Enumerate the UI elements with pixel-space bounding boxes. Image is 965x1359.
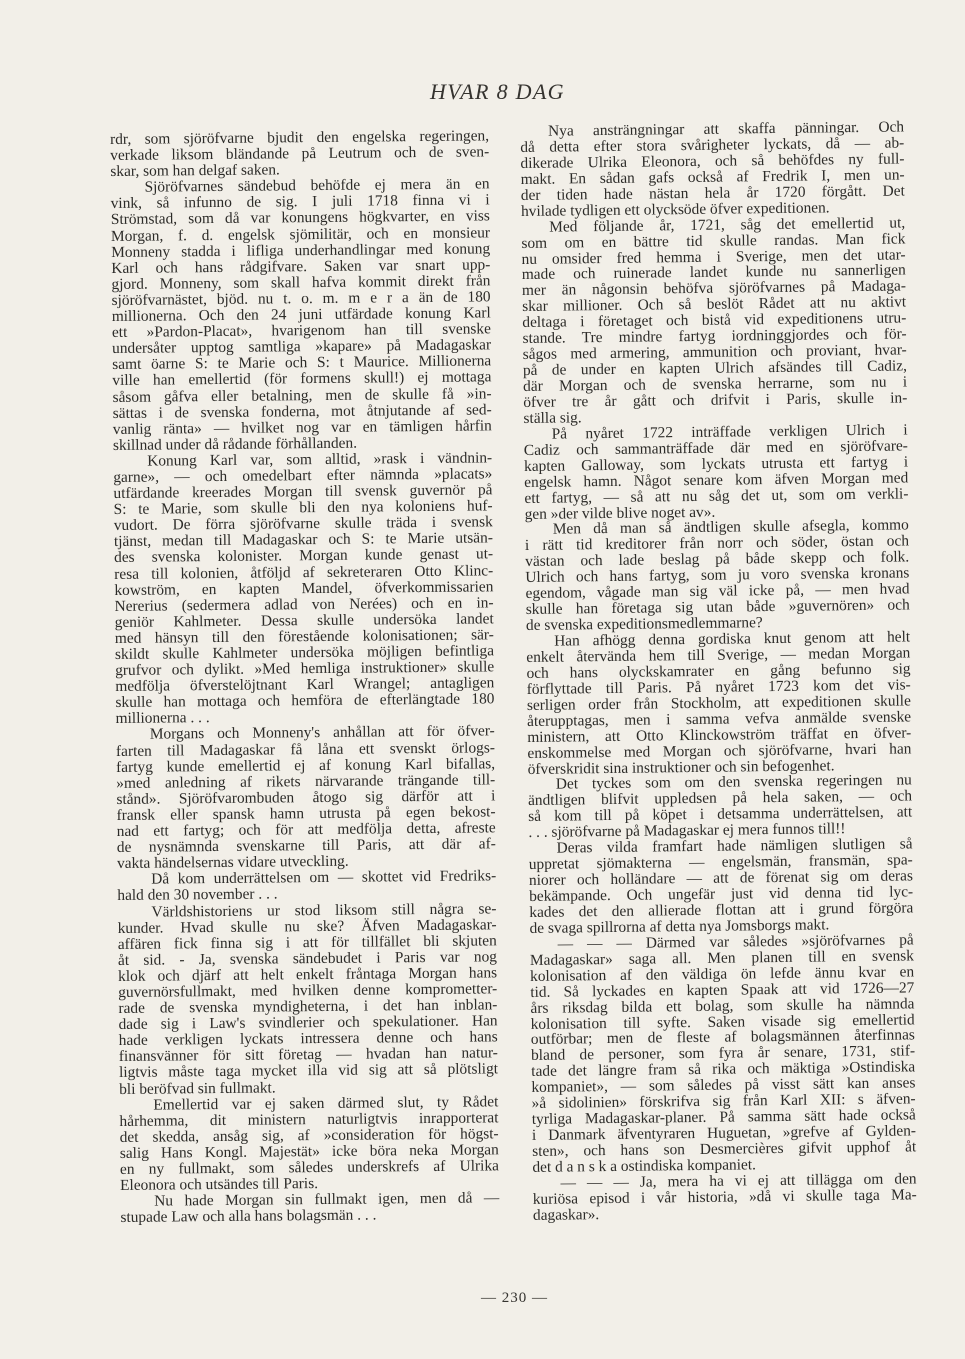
- line-text: enskommelse med Morgan och sjöröfvarne, hvari han: [527, 739, 912, 762]
- line-text: ligtvis måste taga mycket illa vid sig att så plötsligt: [118, 1060, 499, 1082]
- paragraph: [526, 629, 912, 777]
- line-text: de svenska expeditionsmedlemmarne?: [525, 614, 763, 635]
- line-text: grufvor och dylikt. »Med hemliga instruktioner» skulle: [115, 658, 495, 680]
- line-text: bekämpande. Och ungefär just vid denna tid lyc-: [529, 883, 914, 905]
- line-text: salig Hans Kongl. Majestät» icke böra neka Morgan: [119, 1141, 499, 1162]
- line-text: Cadiz och sammanträffade där med en sjöröfvare-: [523, 437, 908, 459]
- line-text: Monneny stadda i lifliga underhandlingar med konung: [111, 240, 491, 261]
- line-text: hvilade tydligen ett olycksöde öfver expeditionen.: [520, 199, 830, 220]
- line-text: makt. En sådan gafs också af Fredrik I, men un-: [520, 166, 905, 188]
- line-text: vanlig ränta» — hvilket nog var en tämligen hårfin: [112, 417, 492, 438]
- line-text: made och ruinerade landet kunde nu sannerligen: [521, 261, 906, 284]
- line-text: förflyttade till Paris. På nyåret 1723 kom det vis-: [526, 676, 911, 698]
- line-text: — — — Ja, mera ha vi ej att tillägga om den: [560, 1170, 917, 1192]
- line-text: På nyåret 1722 inträffade verkligen Ulrich i: [551, 421, 908, 443]
- paragraph: [532, 1171, 917, 1223]
- paragraph: [524, 422, 909, 522]
- line-text: — — — Därmed var således »sjöröfvarnes på: [557, 931, 914, 953]
- line-text: Eleonora och utsändes till Paris.: [120, 1175, 319, 1195]
- line-text: skar millioner. Och så beslöt Rådet att nu aktivt: [522, 293, 907, 316]
- line-text: i rätt tid kreditorer från norr och söder, östan och: [524, 532, 910, 555]
- line-text: skar, som han delgaf saken.: [110, 161, 280, 181]
- line-text: en ny fullmakt, som således underskrefs af Ulrika: [119, 1157, 500, 1178]
- line-text: kunder. Hvad skulle nu ske? Äfven Madagaskar-: [117, 915, 497, 937]
- line-text: vink, så infunno de sig. I juli 1718 finna vi i: [110, 191, 490, 213]
- line-text: finansvänner för sitt företag — hvadan han natur-: [118, 1044, 498, 1066]
- line-text: med hänsyn till den förestående kolonisationen; sär-: [114, 626, 494, 647]
- line-text: dikerade Ulrika Eleonora, och så behöfdes ny full-: [520, 150, 905, 172]
- line-text: då detta efter stora svårigheter lyckats, då — ab-: [520, 134, 905, 156]
- line-text: dagaskar».: [532, 1205, 600, 1224]
- line-text: stupade Law och alla hans bolagsmän . . .: [120, 1206, 377, 1227]
- line-text: västan och lade beslag på både skepp och folk.: [525, 548, 910, 571]
- line-text: gjord. Monneny, som skall hafva kommit direkt från: [111, 272, 491, 293]
- line-text: Madagaskar» saga all. Men planen till en svensk: [529, 947, 914, 969]
- line-text: farten till Madagaskar få låna ett svenskt örlogs-: [115, 738, 496, 760]
- paragraph: [521, 215, 907, 427]
- line-text: kolonisation af den väldiga ön lefde ännu kvar en: [530, 963, 915, 985]
- line-text: dade sig i Law's svindlerier och spekulationer. Han: [118, 1012, 498, 1034]
- line-text: resa till kolonien, åtföljd af sekreteraren Otto Klinc-: [114, 561, 494, 583]
- line-text: Konung Karl var, som alltid, »rask i vändnin-: [147, 449, 493, 470]
- line-text: tid. Så lyckades en kapten Spaak att vid 1726—27: [530, 979, 915, 1001]
- line-text: outförbar; men de fleste af bolagsmännen återfinnas: [530, 1026, 915, 1049]
- line-text: nad ett fartyg; och för att medfölja detta, afreste: [116, 819, 496, 840]
- page-number: — 230 —: [481, 1290, 548, 1306]
- paragraph: [530, 932, 917, 1176]
- left-column: [110, 128, 499, 1226]
- line-text: Han afhögg denna gordiska knut genom att helt: [554, 628, 911, 650]
- line-text: sjöröfvarnästet, bjöd. nu t. o. m. m e r a än de 180: [111, 288, 491, 309]
- line-text: millionerna. Och den 24 juni utfärdade konung Karl: [111, 304, 491, 326]
- line-text: stande. Tre mindre fartyg iordninggjordes och för-: [522, 325, 907, 348]
- line-text: sågos med armering, ammunition och proviant, hvar-: [522, 341, 907, 364]
- line-text: des svenska kolonister. Morgan kunde genast ut-: [114, 545, 494, 567]
- line-text: gen »der vilde blive noget av».: [524, 503, 716, 523]
- line-text: »med anledning af rikets närvarande trängande till-: [116, 771, 496, 792]
- line-text: verkade liksom bländande på Leutrum och de sven-: [110, 143, 490, 165]
- line-text: och hans olyckskamrater en gång befunno sig: [526, 660, 911, 682]
- line-text: kades det den allierade flottan att i grund förgöra: [529, 899, 914, 921]
- line-text: hald den 30 november . . .: [117, 885, 278, 905]
- paragraph: [120, 1191, 499, 1227]
- line-text: utfärdande kreerades Morgan till svensk guvernör på: [113, 481, 493, 503]
- line-text: fartyg kunde emellertid ej af konung Karl bifallas,: [116, 754, 496, 776]
- line-text: vudort. De förra sjöröfvarne skulle träda i svensk: [113, 513, 493, 535]
- line-text: medfölja öfverstelöjtnant Karl Wrangel; antagligen: [115, 674, 495, 696]
- line-text: hade verkligen lyckats intressera denne och hans: [118, 1028, 498, 1050]
- text-line: [120, 1207, 499, 1227]
- line-text: skildt skulle Kahlmeter undersöka möjligen befintliga: [114, 642, 495, 663]
- text-line: [533, 1203, 917, 1223]
- paragraph: [528, 773, 913, 841]
- line-text: Morgans och Monneny's anhållan att för öfver-: [149, 722, 495, 744]
- line-text: de nysnämnda svenskarne till Paris, att där af-: [116, 835, 496, 857]
- line-text: bland de personer, som fyra år senare, 1731, stif-: [530, 1042, 916, 1065]
- line-text: kapten Galloway, som lyckats utrusta ett fartyg i: [523, 453, 909, 475]
- line-text: i Danmark äfventyraren Huguetan, »grefve af Gylden-: [531, 1122, 917, 1144]
- line-text: hårhemma, dit ministern naturligtvis inrapporterat: [119, 1109, 499, 1130]
- line-text: ett fartyg, — så att nu såg det ut, som om verkli-: [524, 484, 909, 507]
- line-text: Nu hade Morgan sin fullmakt igen, men då —: [154, 1189, 500, 1210]
- line-text: der tiden hade nästan hela år 1720 förgått. Det: [520, 182, 905, 204]
- line-text: klok och djärf att helt enkelt fråntaga Morgan hans: [118, 964, 498, 985]
- line-text: Nererius (sedermera adlad von Nerées) och en in-: [114, 594, 494, 615]
- line-text: öfverskridit sina instruktioner och sin befogenhet.: [527, 756, 835, 778]
- line-text: skulle han företaga sig utan både »guvernören» och: [525, 596, 910, 619]
- line-text: Emellertid var ej saken därmed slut, ty Rådet: [153, 1092, 499, 1114]
- line-text: skillnad under då rådande förhållanden.: [112, 434, 358, 454]
- line-text: tjänst, medan till Madagaskar och S: te Marie utsän-: [113, 529, 493, 551]
- line-text: de svaga spillrorna af detta nya Jomsborgs makt.: [529, 916, 830, 937]
- line-text: såsom gåfva eller betalning, men de skulle få »in-: [112, 384, 492, 406]
- line-text: Deras vilda framfart hade nämligen slutligen så: [556, 835, 913, 857]
- line-text: kompaniet», — som således på visst sätt kan anses: [531, 1074, 916, 1097]
- line-text: affären fick finna sig i att för tillfället bli skjuten: [117, 932, 497, 953]
- line-text: skulle han mottaga och hemföra de efterlängtade 180: [115, 690, 495, 712]
- line-text: Men då man så ändtligen skulle afsegla, kommo: [552, 516, 909, 539]
- line-text: enkelt återvända hem till Sverige, — medan Morgan: [526, 644, 911, 666]
- paragraph: [520, 119, 905, 219]
- line-text: »å sidolinien» förskrifva sig från Karl XII: s äfven-: [531, 1090, 916, 1113]
- line-text: Med följande år, 1721, såg det emellertid ut,: [549, 214, 906, 236]
- line-text: rade de svenska myndigheterna, i det han inblan-: [118, 996, 498, 1018]
- paragraph: [110, 128, 489, 180]
- line-text: Nya ansträngningar att skaffa pänningar. Och: [547, 118, 905, 140]
- paragraph: [117, 901, 498, 1098]
- line-text: nu omsider fred hemma i Sverige, men det utar-: [521, 245, 906, 268]
- right-column: [520, 119, 917, 1223]
- line-text: garne», — och omedelbart efter nämnda »placats»: [113, 465, 493, 486]
- line-text: millionerna . . .: [115, 709, 210, 728]
- paragraph: [116, 724, 496, 872]
- line-text: års riksdag bilda ett bolag, som skulle ha nämnda: [530, 994, 915, 1017]
- line-text: Världshistoriens ur stod liksom still några se-: [151, 899, 497, 921]
- line-text: sättas i de svenska fonderna, mot åtnjutande af sed-: [112, 400, 492, 422]
- line-text: serligen order från Stockholm, att expeditionen skulle: [526, 692, 911, 714]
- line-text: kolonisation till syfte. Saken visade sig emellertid: [530, 1010, 915, 1033]
- line-text: tade det längre fram så rika och mäktiga »Ostindiska: [531, 1058, 916, 1081]
- paragraph: [113, 450, 495, 727]
- line-text: kuriösa episod i vår historia, »då vi skulle taga Ma-: [532, 1186, 917, 1208]
- line-text: sten», och hans son Desmercières gifvit upphof åt: [532, 1138, 917, 1160]
- line-text: på de under en kapten Ulrich afsändes till Cadiz,: [522, 357, 907, 380]
- line-text: Sjöröfvarnes sändebud behöfde ej mera än en: [144, 175, 490, 196]
- paragraph: [529, 837, 914, 937]
- line-text: Ulrich och hans fartyg, som ju voro svenska kronans: [525, 564, 910, 587]
- line-text: så kom till på köpet i detsamma underrättelsen, att: [528, 803, 913, 826]
- line-text: Strömstad, som då var konungens högkvarter, en viss: [110, 207, 490, 229]
- line-text: fransk eller spansk hamn utrusta på egen bekost-: [116, 803, 496, 824]
- line-text: som om en bättre tid skulle randas. Man fick: [521, 229, 906, 252]
- line-text: egendom, vågade man sig väl icke på, — men hvad: [525, 580, 910, 603]
- paragraph: [119, 1094, 499, 1194]
- line-text: kowström, en kapten Mandel, öfverkommissarien: [114, 577, 494, 599]
- running-header: HVAR 8 DAG: [430, 79, 565, 104]
- line-text: ställa sig.: [523, 409, 582, 427]
- line-text: tyrliga Madagaskar-planer. På samma sätt hade också: [531, 1106, 916, 1129]
- line-text: . . . sjöröfvarne på Madagaskar ej mera funnos till!!: [528, 820, 846, 842]
- line-text: stånd». Sjöröfvarombuden åtogo sig därför att i: [116, 787, 496, 808]
- line-text: återupptagas, men i samma vefva anmälde svenske: [526, 708, 912, 730]
- line-text: mer än någonsin behöfva sjöröfvarnes på Madaga-: [521, 277, 907, 300]
- line-text: det skedda, ansåg sig, af »consideration för högst-: [119, 1125, 499, 1146]
- line-text: Morgan, f. d. engelsk sjömilitär, och en monsieur: [110, 223, 491, 245]
- paragraph: [117, 869, 496, 905]
- line-text: ville han emellertid (för formens skull!) ej mottaga: [112, 368, 492, 390]
- line-text: uppretat sjömakterna — engelsmän, fransmän, spa-: [528, 851, 913, 874]
- line-text: där Morgan och de svenska herrarne, som nu i: [523, 373, 908, 395]
- line-text: öfver tre år gått och drifvit i Paris, skulle in-: [523, 389, 908, 411]
- line-text: bli beröfvad sin fullmakt.: [119, 1078, 276, 1098]
- line-text: Det tyckes som om den svenska regeringen nu: [555, 771, 912, 794]
- paragraph: [525, 518, 910, 634]
- line-text: ett »Pardon-Placat», hvarigenom han till svenske: [111, 320, 491, 342]
- line-text: rdr, som sjöröfvarne bjudit den engelska regeringen,: [109, 127, 490, 148]
- line-text: undersåter upptog samtliga »kapare» på Madagaskar: [111, 336, 492, 358]
- paragraph: [110, 177, 492, 454]
- line-text: vakta händelsernas vidare utveckling.: [116, 852, 349, 873]
- line-text: det d a n s k a ostindiska kompaniet.: [532, 1156, 757, 1176]
- line-text: ändtligen blifvit uppledsen på hela saken, — och: [527, 787, 913, 810]
- line-text: engelsk hamn. Något senare kom äfven Morgan med: [524, 469, 909, 491]
- line-text: guvernörsfullmakt, med hvilken denne komprometter-: [118, 980, 498, 1001]
- line-text: Karl och hans rådgifvare. Saken var snart upp-: [111, 256, 491, 277]
- line-text: Då kom underrättelsen om — skottet vid Fredriks-: [151, 867, 497, 888]
- line-text: geniör Kahlmeter. Dessa skulle undersöka landet: [114, 610, 494, 631]
- line-text: S: te Marie, som skulle bli den nya koloniens huf-: [113, 497, 493, 519]
- line-text: åt sid. - Ja, svenska sändebudet i Paris var nog: [117, 948, 497, 969]
- line-text: samt öarne S: te Marie och S: t Maurice. Millionerna: [112, 352, 492, 374]
- line-text: deltaga i företaget och bistå vid expeditionens utru-: [522, 309, 907, 332]
- line-text: niorer och holländare — att de förenat sig om deras: [528, 867, 914, 890]
- line-text: ministern, att Otto Klinckowström träffat en öfver-: [527, 724, 912, 746]
